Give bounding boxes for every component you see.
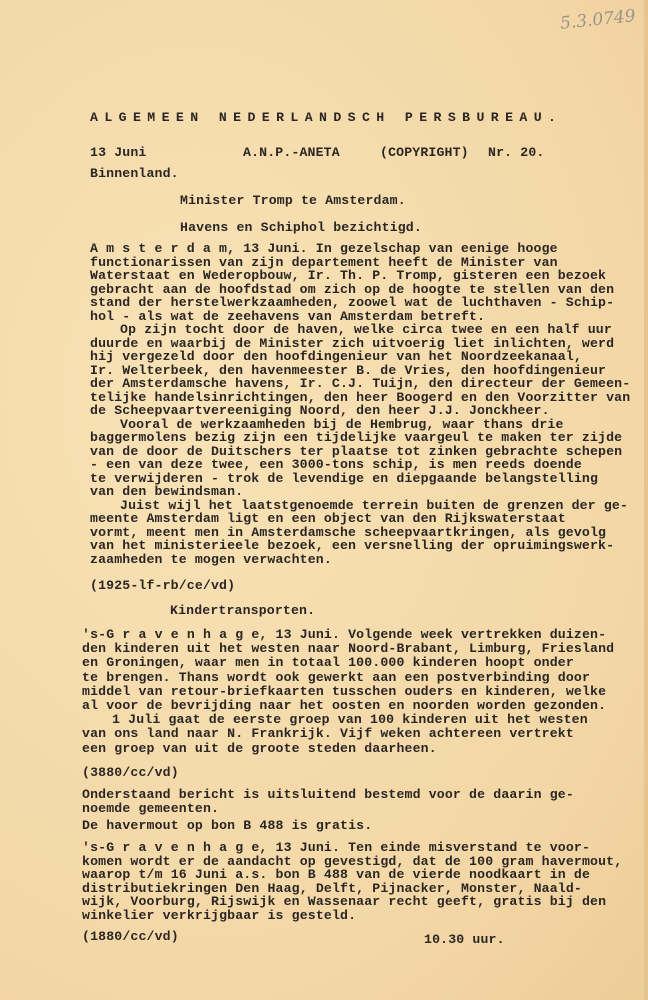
agency-header: ALGEMEEN NEDERLANDSCH PERSBUREAU. — [90, 110, 563, 125]
text-line: komen wordt er de aandacht op gevestigd, dat de 100 gram havermout, — [82, 853, 623, 869]
dateline-date: 13 Juni — [90, 145, 147, 160]
text-line: en Groningen, waar men in totaal 100.000 kinderen hoopt onder — [82, 655, 574, 671]
text-line: wijk, Voorburg, Rijswijk en Wassenaar recht geeft, gratis bij den — [82, 894, 607, 910]
text-line: functionarissen van zijn departement heeft de Minister van — [90, 254, 558, 270]
text-line: Waterstaat en Wederopbouw, Ir. Th. P. Tromp, gisteren een bezoek — [90, 268, 607, 283]
notice-body — [82, 788, 574, 815]
text-line: 's-G r a v e n h a g e, 13 Juni. Volgende week vertrekken duizen- — [82, 627, 607, 642]
article1-body — [90, 242, 630, 566]
text-line: gebracht aan de hoofdstad om zich op de hoogte te stellen van den — [90, 281, 615, 297]
text-line: Onderstaand bericht is uitsluitend bestemd voor de daarin ge- — [82, 787, 574, 802]
text-line: de Scheepvaartvereeniging Noord, den heer J.J. Jonckheer. — [90, 403, 550, 418]
text-line: baggermolens bezig zijn een tijdelijke vaargeul te maken ter zijde — [90, 430, 623, 445]
article2-title: Kindertransporten. — [170, 603, 316, 618]
text-line: Juist wijl het laatstgenoemde terrein buiten de grenzen der ge- — [120, 497, 629, 513]
text-line: den kinderen uit het westen naar Noord-Brabant, Limburg, Friesland — [82, 641, 615, 657]
dateline-number: Nr. 20. — [488, 145, 545, 160]
text-line: te brengen. Thans wordt ook gewerkt aan een postverbinding door — [82, 669, 591, 685]
text-line: van den bewindsman. — [90, 484, 244, 499]
text-line: middel van retour-briefkaarten tusschen ouders en kinderen, welke — [82, 683, 607, 699]
article1-code: (1925-lf-rb/ce/vd) — [90, 578, 236, 593]
article2-code: (3880/cc/vd) — [82, 765, 179, 780]
article1-title: Minister Tromp te Amsterdam. — [180, 193, 406, 208]
text-line: een groep van uit de groote steden daarheen. — [82, 740, 437, 756]
section-label: Binnenland. — [90, 166, 179, 181]
text-line: Op zijn tocht door de haven, welke circa twee en een half uur — [120, 322, 612, 337]
text-line: - een van deze twee, een 3000-tons schip, is men reeds doende — [90, 457, 582, 472]
text-line: te verwijderen - trok de levendige en diepgaande belangstelling — [90, 470, 599, 486]
text-line: waarop t/m 16 Juni a.s. bon B 488 van de vierde noodkaart in de — [82, 867, 591, 883]
article3-title: De havermout op bon B 488 is gratis. — [82, 818, 373, 833]
text-line: noemde gemeenten. — [82, 800, 220, 816]
article2-body — [82, 628, 614, 756]
text-line: hij vergezeld door den hoofdingenieur van het Noordzeekanaal, — [90, 349, 582, 364]
text-line: al voor de bevrijding naar het oosten en noorden worden gezonden. — [82, 698, 607, 714]
text-line: van ons land naar N. Frankrijk. Vijf weken achtereen vertrekt — [82, 726, 574, 742]
article1-subtitle: Havens en Schiphol bezichtigd. — [180, 220, 422, 235]
text-line: hol - als wat de zeehavens van Amsterdam betreft. — [90, 308, 486, 324]
article3-body — [82, 841, 622, 923]
text-line: duurde en waarbij de Minister zich uitvoerig liet inlichten, werd — [90, 335, 615, 351]
text-line: der Amsterdamsche havens, Ir. C.J. Tuijn, den directeur der Gemeen- — [90, 376, 631, 391]
text-line: Ir. Welterbeek, den havenmeester B. de Vries, den hoofdingenieur — [90, 362, 607, 378]
text-line: van het ministerieele bezoek, een versnelling der opruimingswerk- — [90, 538, 615, 553]
text-line: van de door de Duitschers ter plaatse tot zinken gebrachte schepen — [90, 443, 623, 459]
text-line: zaamheden te mogen verwachten. — [90, 551, 332, 567]
dateline-service: A.N.P.-ANETA — [243, 145, 340, 160]
paper-edge — [644, 0, 648, 1000]
text-line: 1 Juli gaat de eerste groep van 100 kinderen uit het westen — [112, 712, 588, 728]
text-line: 's-G r a v e n h a g e, 13 Juni. Ten einde misverstand te voor- — [82, 840, 591, 855]
text-line: vormt, meent men in Amsterdamsche scheepvaartkringen, als gevolg — [90, 524, 607, 540]
article3-code: (1880/cc/vd) — [82, 929, 179, 944]
dateline-copyright: (COPYRIGHT) — [380, 145, 469, 160]
text-line: telijke handelsinrichtingen, den heer Boogerd en den Voorzitter van — [90, 389, 631, 405]
text-line: A m s t e r d a m, 13 Juni. In gezelschap van eenige hooge — [90, 241, 558, 256]
article3-time: 10.30 uur. — [424, 932, 505, 947]
text-line: winkelier verkrijgbaar is gesteld. — [82, 907, 357, 923]
text-line: Vooral de werkzaamheden bij de Hembrug, waar thans drie — [120, 416, 564, 432]
archive-number-pencil: 5.3.0749 — [559, 6, 637, 34]
text-line: meente Amsterdam ligt en een object van den Rijkswaterstaat — [90, 511, 566, 526]
text-line: stand der herstelwerkzaamheden, zoowel wat de luchthaven - Schip- — [90, 295, 615, 310]
text-line: distributiekringen Den Haag, Delft, Pijnacker, Monster, Naald- — [82, 880, 582, 896]
